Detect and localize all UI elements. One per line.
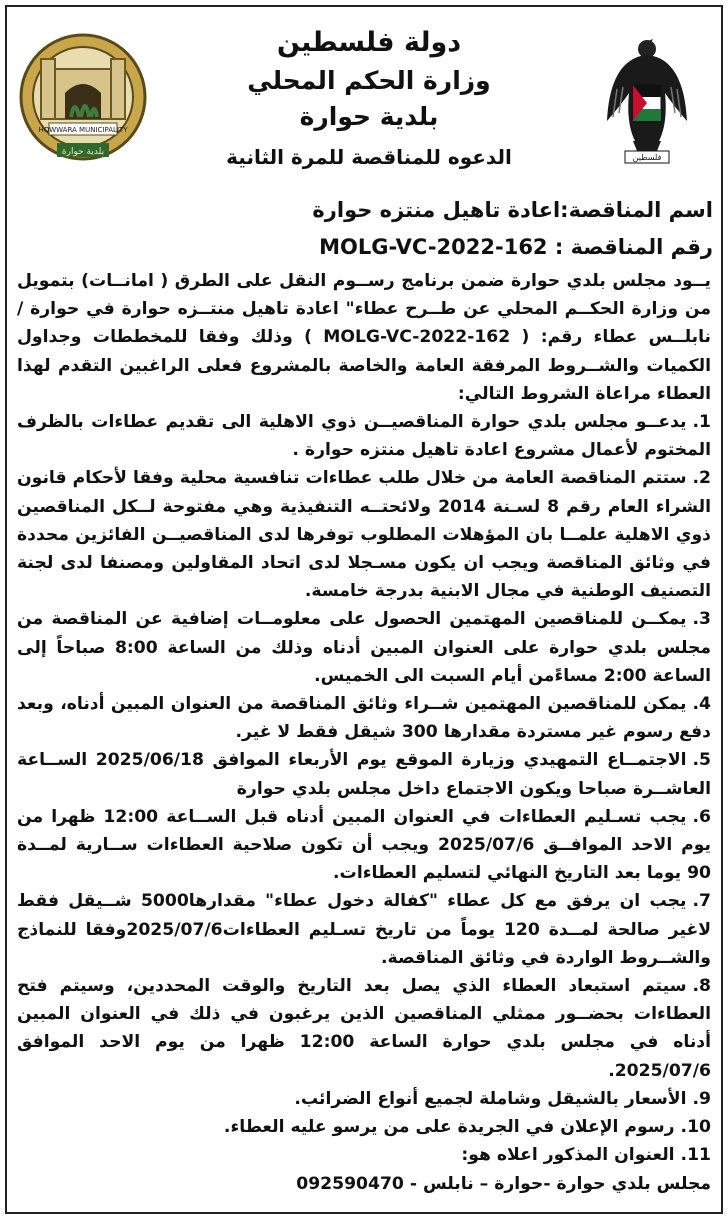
condition-text: يمكن للمناقصين المهتمين شــراء وثائق المناقصة من العنوان المبين أدناه، وبعد دفع رسوم غير مستردة مقدارها 300 شيقل فقط لا غير. (17, 694, 711, 743)
condition-text: العنوان المذكور اعلاه هو: (461, 1145, 675, 1166)
condition-text: يدعــو مجلس بلدي حوارة المناقصيــن ذوي الاهلية الى تقديم عطاءات بالظرف المختوم لأعمال مشروع اعادة تاهيل منتزه حوارة . (17, 412, 711, 461)
palestine-eagle-emblem (603, 29, 691, 169)
condition-item (17, 1113, 711, 1141)
condition-number: 7. (692, 891, 711, 912)
tender-announcement (5, 5, 723, 1214)
tender-number-line (7, 229, 721, 265)
ministry-name: وزارة الحكم المحلي (247, 66, 491, 95)
conditions-list (17, 408, 711, 1169)
condition-text: الاجتمــاع التمهيدي وزيارة الموقع يوم الأربعاء الموافق 2025/06/18 الســاعة العاشــرة صباحا ويكون الاجتماع داخل مجلس بلدي حوارة (17, 750, 711, 799)
condition-number: 1. (692, 412, 711, 433)
tender-name-value: اعادة تاهيل منتزه حوارة (312, 198, 561, 222)
condition-number: 8. (692, 976, 711, 997)
condition-item (17, 464, 711, 605)
invitation-title: الدعوه للمناقصة للمرة الثانية (226, 145, 512, 169)
country-name: دولة فلسطين (276, 27, 462, 58)
condition-text: يجب تسـليم العطاءات في العنوان المبين أدناه قبل الســاعة 12:00 ظهرا من يوم الاحد الموافــق 2025/07/6 ويجب أن تكون صلاحية العطاءات ســارية لمــدة 90 يوما بعد التاريخ النهائي لتسليم العطاءات. (17, 806, 711, 884)
header (7, 7, 721, 187)
condition-item (17, 605, 711, 690)
condition-number: 4. (692, 694, 711, 715)
condition-item (17, 408, 711, 464)
condition-number: 9. (692, 1088, 711, 1109)
condition-item (17, 803, 711, 888)
condition-number: 2. (692, 468, 711, 489)
header-titles (157, 23, 581, 175)
condition-text: يمكــن للمناقصين المهتمين الحصول على معلومــات إضافية عن المناقصة من مجلس بلدي حوارة على العنوان المبين أدناه وذلك من الساعة 8:00 صباحاً إلى الساعة 2:00 مساءًمن أيام السبت الى الخميس. (17, 609, 711, 686)
emblem-caption: فلسطين (632, 153, 662, 162)
condition-item (17, 1141, 711, 1169)
condition-text: ستتم المناقصة العامة من خلال طلب عطاءات تنافسية محلية وفقا لأحكام قانون الشراء العام رقم 8 لسـنة 2014 ولائحتــه التنفيذية وهي مفتوحة لــكل المناقصين ذوي الاهلية علمــا بان المؤهلات المطلوب توفرها لدى المناقصيــن الفائزين محددة في وثائق المناقصة ويجب ان يكون مسـجلا لدى اتحاد المقاولين ومصنفا لدى لجنة التصنيف الوطنية في مجال الابنية بدرجة خامسة. (17, 468, 711, 602)
condition-text: يجب ان يرفق مع كل عطاء "كفالة دخول عطاء" مقدارها5000 شــيقل فقط لاغير صالحة لمــدة 120 يوماً من تاريخ تسـليم العطاءات2025/07/6وفقا للنماذج والشــروط الواردة في وثائق المناقصة. (17, 891, 712, 968)
condition-item (17, 746, 711, 802)
tender-name-label: اسم المناقصة: (560, 198, 713, 222)
condition-item (17, 1085, 711, 1113)
condition-item (17, 887, 711, 972)
seal-name-en: HOWWARA MUNICIPALITY (38, 126, 128, 134)
condition-item (17, 690, 711, 746)
condition-text: سيتم استبعاد العطاء الذي يصل بعد التاريخ والوقت المحددين، وسيتم فتح العطاءات بحضــور ممثلي المناقصين الذين يرغبون في ذلك في العنوان المبين أدناه في مجلس بلدي حوارة الساعة 12:00 ظهرا من يوم الاحد الموافق 2025/07/6. (17, 976, 711, 1081)
tender-number-label: رقم المناقصة : (554, 235, 713, 259)
announcement-body (7, 265, 721, 1198)
tender-number-value: MOLG-VC-2022-162 (319, 235, 548, 259)
condition-number: 3. (692, 609, 711, 630)
condition-number: 11. (680, 1145, 711, 1166)
condition-text: رسوم الإعلان في الجريدة على من يرسو عليه العطاء. (223, 1117, 675, 1138)
municipality-seal-logo (19, 25, 147, 177)
condition-item (17, 972, 711, 1085)
contact-address: مجلس بلدي حوارة -حوارة – نابلس - 092590470 (296, 1173, 711, 1194)
intro-paragraph: يــود مجلس بلدي حوارة ضمن برنامج رســوم النقل على الطرق ( امانــات) بتمويل من وزارة الحكــم المحلي عن طــرح عطاء" اعادة تاهيل منتــزه حوارة في حوارة / نابلــس عطاء رقم: ( MOLG-VC-2022-162 ) وذلك وفقا للمخططات وجداول الكميات والشــروط المرفقة العامة والخاصة بالمشروع فعلى الراغبين التقدم لهذا العطاء مراعاة الشروط التالي: (17, 271, 712, 404)
condition-text: الأسعار بالشيقل وشاملة لجميع أنواع الضرائب. (294, 1088, 687, 1109)
municipality-name: بلدية حوارة (299, 102, 439, 131)
condition-number: 5. (692, 750, 712, 771)
condition-number: 6. (692, 806, 711, 827)
condition-number: 10. (680, 1117, 711, 1138)
tender-name-line (7, 187, 721, 229)
seal-name-ar: بلدية حوارة (61, 147, 105, 157)
